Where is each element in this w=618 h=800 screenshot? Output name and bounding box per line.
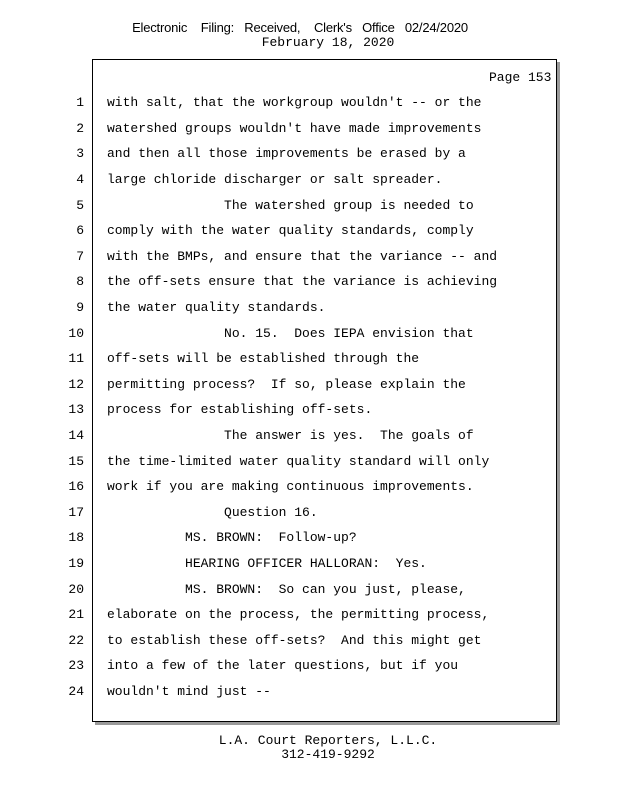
line-number: 11 xyxy=(68,351,84,366)
line-text: to establish these off-sets? And this might get xyxy=(107,633,482,648)
line-number: 24 xyxy=(68,684,84,699)
line-text: the off-sets ensure that the variance is achieving xyxy=(107,274,498,289)
line-number: 18 xyxy=(68,530,84,545)
line-number: 3 xyxy=(76,146,84,161)
line-text: permitting process? If so, please explain the xyxy=(107,377,466,392)
line-text: and then all those improvements be erased by a xyxy=(107,146,466,161)
line-text: with the BMPs, and ensure that the variance -- and xyxy=(107,249,498,264)
line-number: 21 xyxy=(68,607,84,622)
transcript-date: February 18, 2020 xyxy=(261,35,395,50)
court-reporter-phone: 312-419-9292 xyxy=(281,747,375,762)
line-text: large chloride discharger or salt spreader. xyxy=(107,172,443,187)
filing-stamp: Electronic Filing: Received, Clerk's Office 02/24/2020 xyxy=(132,20,468,35)
line-text: elaborate on the process, the permitting process, xyxy=(107,607,490,622)
line-text: MS. BROWN: So can you just, please, xyxy=(107,582,466,597)
line-number: 1 xyxy=(76,95,84,110)
line-number: 10 xyxy=(68,326,84,341)
line-text: comply with the water quality standards, comply xyxy=(107,223,474,238)
line-text: the water quality standards. xyxy=(107,300,326,315)
line-number: 2 xyxy=(76,121,84,136)
line-number: 23 xyxy=(68,658,84,673)
line-number: 14 xyxy=(68,428,84,443)
line-text: HEARING OFFICER HALLORAN: Yes. xyxy=(107,556,427,571)
line-number: 16 xyxy=(68,479,84,494)
line-number: 19 xyxy=(68,556,84,571)
line-number: 8 xyxy=(76,274,84,289)
line-number: 22 xyxy=(68,633,84,648)
line-text: the time-limited water quality standard will only xyxy=(107,454,490,469)
line-text: work if you are making continuous improvements. xyxy=(107,479,474,494)
line-text: into a few of the later questions, but if you xyxy=(107,658,459,673)
line-number: 13 xyxy=(68,402,84,417)
line-text: process for establishing off-sets. xyxy=(107,402,373,417)
line-text: off-sets will be established through the xyxy=(107,351,420,366)
line-text: watershed groups wouldn't have made improvements xyxy=(107,121,482,136)
line-number: 4 xyxy=(76,172,84,187)
page-number: Page 153 xyxy=(489,70,552,85)
line-text: wouldn't mind just -- xyxy=(107,684,271,699)
line-text: with salt, that the workgroup wouldn't -- or the xyxy=(107,95,482,110)
line-number: 7 xyxy=(76,249,84,264)
court-reporter-name: L.A. Court Reporters, L.L.C. xyxy=(218,733,438,748)
line-number: 6 xyxy=(76,223,84,238)
line-number: 20 xyxy=(68,582,84,597)
line-text: The answer is yes. The goals of xyxy=(107,428,474,443)
line-number: 17 xyxy=(68,505,84,520)
line-text: No. 15. Does IEPA envision that xyxy=(107,326,474,341)
line-number: 12 xyxy=(68,377,84,392)
line-number: 5 xyxy=(76,198,84,213)
line-text: MS. BROWN: Follow-up? xyxy=(107,530,357,545)
line-number: 9 xyxy=(76,300,84,315)
line-number: 15 xyxy=(68,454,84,469)
line-text: The watershed group is needed to xyxy=(107,198,474,213)
line-text: Question 16. xyxy=(107,505,318,520)
